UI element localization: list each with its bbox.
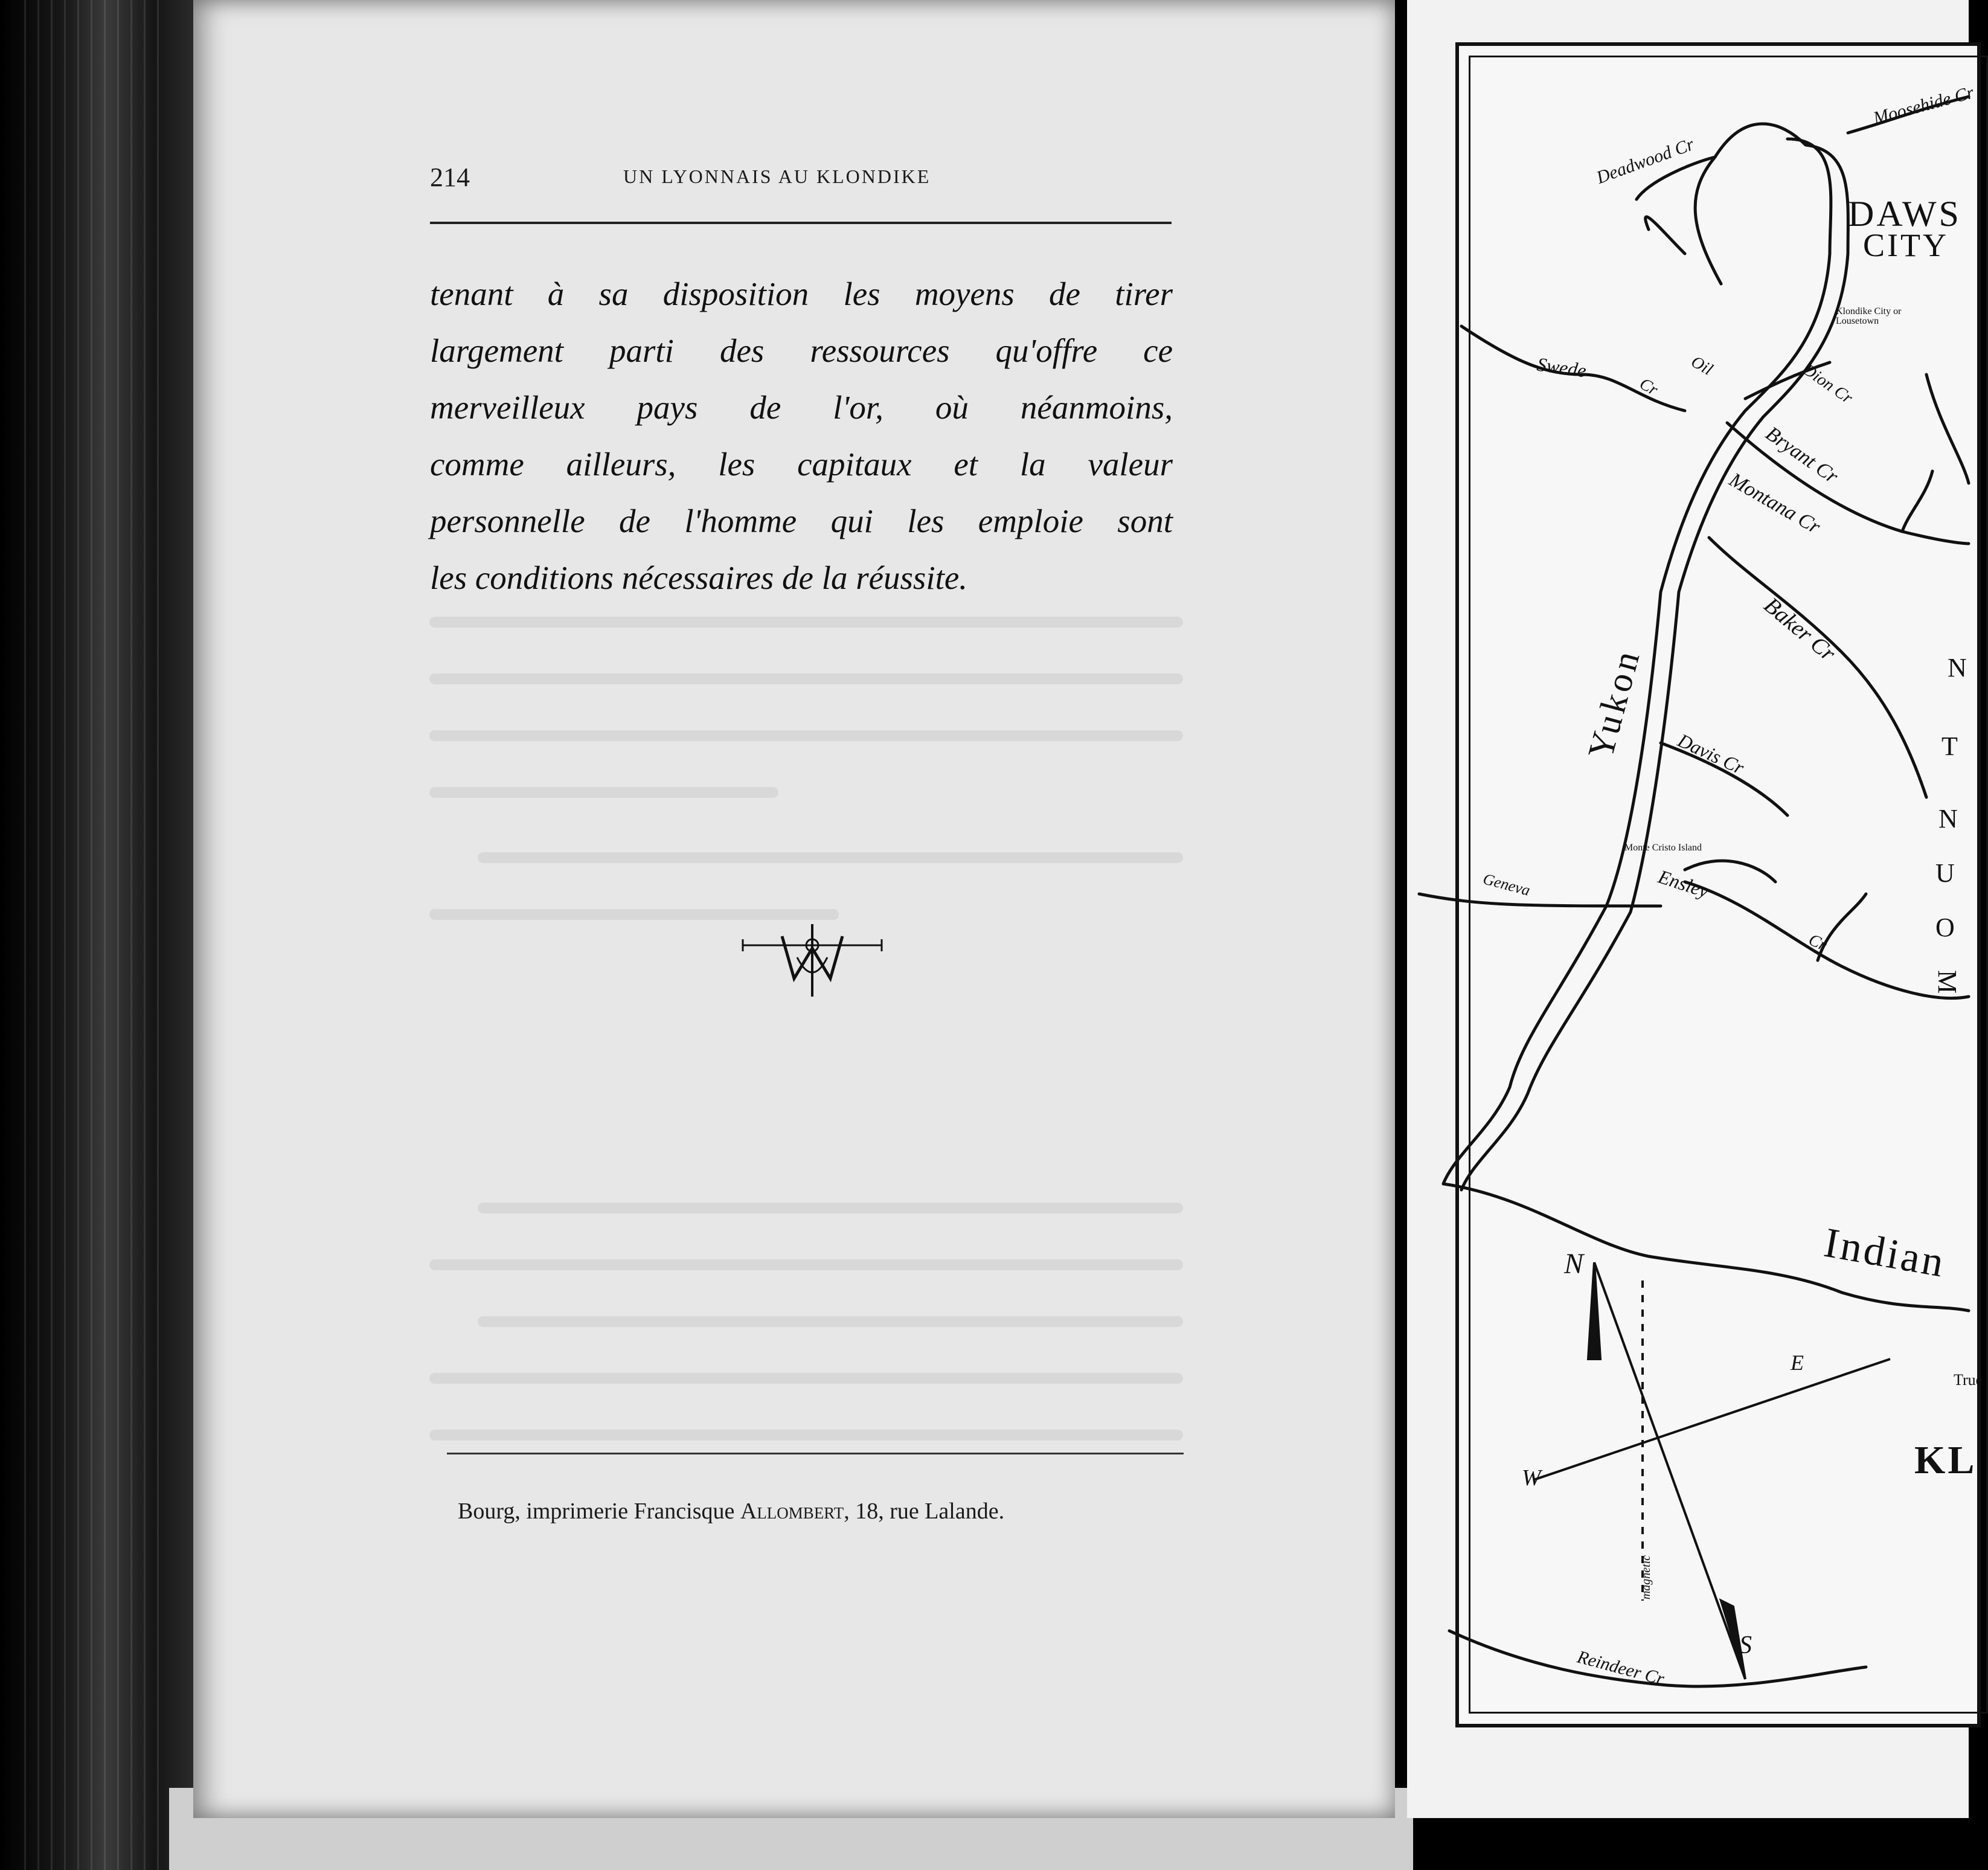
label-mountain-letter: N (1948, 653, 1967, 683)
body-text (430, 266, 1173, 606)
imprint-printer-name: Allombert (740, 1499, 844, 1524)
compass-east: E (1791, 1351, 1804, 1375)
bleed-through-texture (411, 604, 1214, 1510)
label-deadwood: Deadwood Cr (1594, 134, 1697, 188)
map-drawing (1407, 0, 1969, 1870)
body-line: largement parti des ressources qu'offre ce (430, 332, 1173, 369)
label-geneva: Geneva (1481, 870, 1532, 899)
label-kl: KL (1914, 1438, 1977, 1482)
compass-west: W (1522, 1465, 1541, 1491)
label-yukon: Yukon (1580, 643, 1648, 763)
body-line: personnelle de l'homme qui les emploie sont (430, 503, 1173, 539)
label-dion: Dion Cr (1799, 360, 1856, 408)
label-dawson: DAWS (1848, 194, 1961, 234)
printer-imprint (458, 1498, 1004, 1525)
label-baker: Baker Cr (1759, 592, 1841, 667)
body-line: merveilleux pays de l'or, où néanmoins, (430, 389, 1173, 426)
label-ensley-cr: Cr (1806, 930, 1830, 955)
imprint-prefix: Bourg, imprimerie Francisque (458, 1499, 735, 1524)
label-mountain-letter: O (1935, 913, 1955, 942)
imprint-suffix: , 18, rue Lalande. (844, 1499, 1005, 1524)
compass-south: S (1739, 1631, 1752, 1659)
label-klondike-city: Klondike City or Lousetown (1836, 306, 1902, 326)
label-montana: Montana Cr (1725, 468, 1824, 539)
label-mountain-letter: N (1938, 804, 1958, 834)
label-oil: Oil (1687, 352, 1716, 379)
label-indian: Indian (1820, 1219, 1950, 1287)
label-davis: Davis Cr (1675, 729, 1748, 779)
label-bryant: Bryant Cr (1762, 422, 1842, 489)
page-header (430, 162, 1172, 198)
label-reindeer: Reindeer Cr (1575, 1647, 1667, 1689)
ornament-fleuron (740, 921, 885, 1000)
label-swede: Swede (1535, 353, 1588, 382)
label-city: CITY (1863, 227, 1949, 263)
label-true-east: True (1954, 1371, 1983, 1389)
label-swede-cr: Cr (1636, 374, 1661, 400)
running-title: UN LYONNAIS AU KLONDIKE (623, 165, 931, 187)
binding-texture (24, 0, 169, 1870)
page-number: 214 (430, 162, 470, 192)
footer-rule (447, 1453, 1184, 1454)
label-mountain-letter: U (1935, 858, 1955, 888)
label-monte-cristo: Monte Cristo Island (1624, 843, 1702, 853)
label-ensley: Ensley (1655, 865, 1711, 902)
header-rule (430, 222, 1172, 224)
body-line: les conditions nécessaires de la réussite. (430, 559, 968, 596)
label-mountain-letter: T (1942, 731, 1958, 761)
label-moosehide: Moosehide Cr (1871, 82, 1977, 129)
compass-north: N (1564, 1248, 1584, 1280)
label-magnetic: magnetic (1640, 1555, 1653, 1600)
label-mountain-letter: M (1932, 969, 1963, 994)
body-line: tenant à sa disposition les moyens de tirer (430, 275, 1173, 312)
body-line: comme ailleurs, les capitaux et la valeur (430, 446, 1173, 483)
